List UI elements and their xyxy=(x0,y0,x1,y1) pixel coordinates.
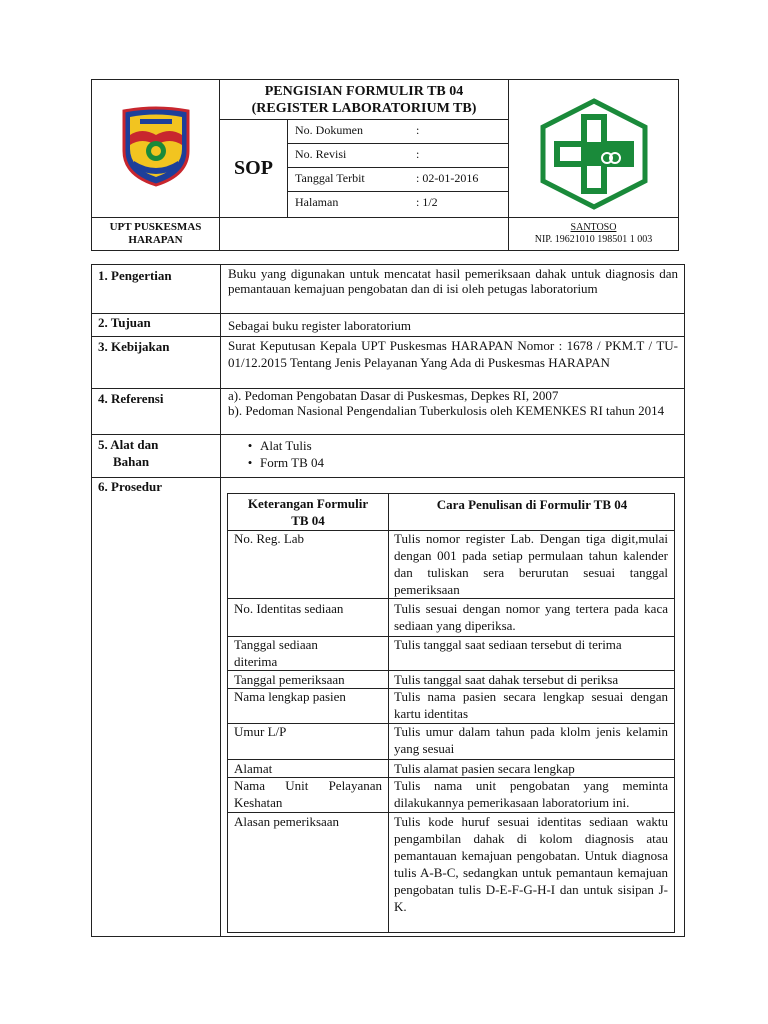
section-label-tujuan: 2. Tujuan xyxy=(98,315,151,330)
section-label-pengertian: 1. Pengertian xyxy=(98,268,172,283)
table-row-how: Tulis nama pasien secara lengkap sesuai dengan kartu identitas xyxy=(394,689,668,721)
signer-name: SANTOSO xyxy=(570,222,617,233)
doc-field-label: No. Revisi xyxy=(295,147,347,161)
prosedur-header-how: Cara Penulisan di Formulir TB 04 xyxy=(436,496,628,512)
table-row-field: No. Reg. Lab xyxy=(234,531,305,546)
referensi-list xyxy=(228,389,678,418)
prosedur-header-field: Keterangan Formulir TB 04 xyxy=(247,496,369,528)
table-row-field: Alamat xyxy=(234,761,273,776)
table-row-how: Tulis nomor register Lab. Dengan tiga digit,mulai dengan 001 pada setiap permulaan tahun kalender dan tuliskan sera berurutan sesuai tanggal pemeriksaan xyxy=(394,531,668,597)
table-row-field: Umur L/P xyxy=(234,724,287,739)
table-row-how: Tulis nama unit pengobatan yang meminta dilakukannya pemerikasaan laboratorium ini. xyxy=(394,778,668,810)
header-divider xyxy=(287,167,508,168)
regional-emblem-logo xyxy=(120,105,192,187)
section-text-kebijakan: Surat Keputusan Kepala UPT Puskesmas HARAPAN Nomor : 1678 / PKM.T / TU-01/12.2015 Tentang Jenis Pelayanan Yang Ada di Puskesmas HARAPAN xyxy=(228,338,678,370)
table-row-field: Tanggal pemeriksaan xyxy=(234,672,345,687)
table-row-how: Tulis umur dalam tahun pada klolm jenis kelamin yang sesuai xyxy=(394,724,668,756)
title-line-2: (REGISTER LABORATORIUM TB) xyxy=(251,100,477,116)
organization-name: UPT PUSKESMAS HARAPAN xyxy=(109,221,202,246)
table-row-field: Tanggal sediaan diterima xyxy=(234,637,318,669)
section-text-pengertian: Buku yang digunakan untuk mencatat hasil pemeriksaan dahak untuk diagnosis dan pemantauan kemajuan pengobatan dan di isi oleh petugas laboratorium xyxy=(228,266,678,296)
sop-label: SOP xyxy=(234,157,273,179)
puskesmas-logo xyxy=(537,98,651,210)
prosedur-divider xyxy=(227,598,675,599)
doc-field-label: Tanggal Terbit xyxy=(295,171,365,185)
body-divider xyxy=(220,264,221,937)
table-row-how: Tulis tanggal saat dahak tersebut di periksa xyxy=(394,672,619,687)
signer-block xyxy=(509,218,678,250)
doc-field-value: : 02-01-2016 xyxy=(416,171,479,185)
section-text-tujuan: Sebagai buku register laboratorium xyxy=(228,318,412,333)
list-item: • Alat Tulis xyxy=(240,437,324,454)
section-label-kebijakan: 3. Kebijakan xyxy=(98,339,170,354)
header-divider xyxy=(287,119,288,217)
table-row-how: Tulis kode huruf sesuai identitas sediaan waktu pengambilan dahak di kolom diagnosis atau pemantauan kemajuan pengobatan. Untuk diagnosa tulis A-B-C, sedangkan untuk pemantaun kemajuan pengobatan tulis D-E-F-G-H-I dan untuk sisipan J-K. xyxy=(394,814,668,914)
header-divider xyxy=(287,191,508,192)
doc-field-value: : xyxy=(416,147,420,161)
signer-nip: NIP. 19621010 198501 1 003 xyxy=(534,234,653,245)
table-row-how: Tulis alamat pasien secara lengkap xyxy=(394,761,575,776)
header-divider xyxy=(287,143,508,144)
section-label-prosedur: 6. Prosedur xyxy=(98,479,163,494)
table-row-field: Nama Unit Pelayanan Keshatan xyxy=(234,778,382,810)
doc-field-label: No. Dokumen xyxy=(295,123,363,137)
table-row-how: Tulis tanggal saat sediaan tersebut di terima xyxy=(394,637,622,652)
table-row-field: No. Identitas sediaan xyxy=(234,601,344,616)
referensi-item: a). Pedoman Pengobatan Dasar di Puskesmas, Depkes RI, 2007 xyxy=(228,388,559,403)
referensi-item: b). Pedoman Nasional Pengendalian Tuberkulosis oleh KEMENKES RI tahun 2014 xyxy=(228,403,665,418)
document-title xyxy=(220,80,508,119)
table-row-field: Alasan pemeriksaan xyxy=(234,814,340,829)
section-label-referensi: 4. Referensi xyxy=(98,391,164,406)
alat-list xyxy=(240,437,324,471)
table-row-field: Nama lengkap pasien xyxy=(234,689,346,704)
doc-field-value: : xyxy=(416,123,420,137)
body-divider xyxy=(91,434,685,435)
bullet-icon: • xyxy=(247,438,253,453)
title-line-1: PENGISIAN FORMULIR TB 04 xyxy=(264,83,464,99)
list-item: • Form TB 04 xyxy=(240,454,324,471)
prosedur-divider xyxy=(388,493,389,933)
body-divider xyxy=(91,477,685,478)
doc-field-value: : 1/2 xyxy=(416,195,438,209)
section-label-alat: 5. Alat dan Bahan xyxy=(98,437,159,469)
doc-field-label: Halaman xyxy=(295,195,339,209)
bullet-icon: • xyxy=(247,455,253,470)
table-row-how: Tulis sesuai dengan nomor yang tertera pada kaca sediaan yang diperiksa. xyxy=(394,601,668,633)
body-divider xyxy=(91,313,685,314)
